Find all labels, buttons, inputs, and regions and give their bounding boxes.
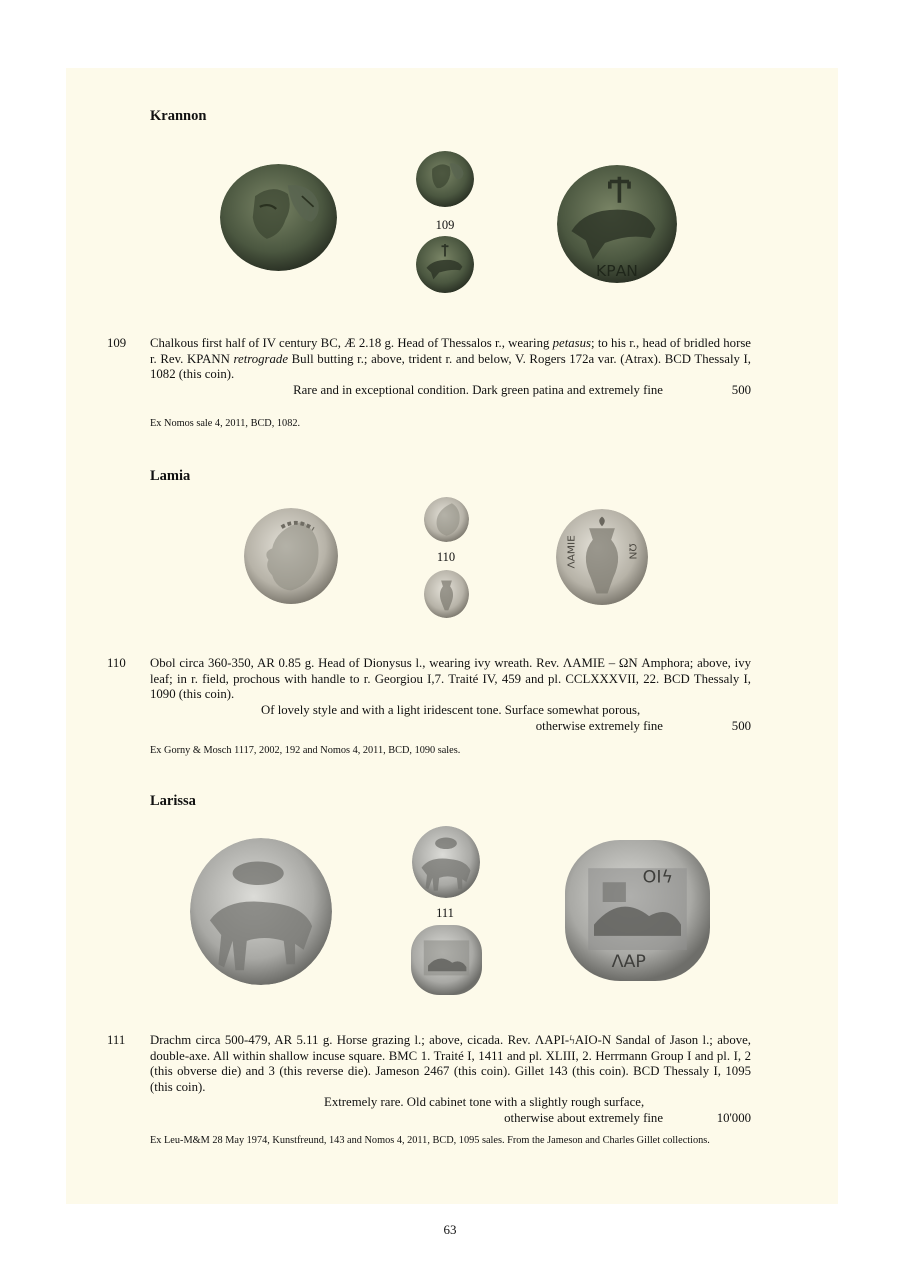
section-heading-lamia: Lamia xyxy=(150,468,191,484)
page-number: 63 xyxy=(443,1222,457,1237)
coin-110-obverse-small xyxy=(424,497,469,542)
coin-111-reverse-small xyxy=(411,925,482,995)
lot-price-109: 500 xyxy=(731,383,751,397)
coin-111-label: 111 xyxy=(436,906,454,920)
lot-description-110: Obol circa 360-350, AR 0.85 g. Head of Dionysus l., wearing ivy wreath. Rev. ΛΑΜΙΕ – ΩΝ Amphora; above, ivy leaf; in r. field, prochous with handle to r. Georgiou I,7. Traité IV, 459 and pl. CCLXXXVII, 22. BCD Thessaly I, 1090 (this coin). xyxy=(150,656,751,701)
coin-111-obverse-large xyxy=(190,838,332,985)
coin-111-reverse-large xyxy=(565,840,710,981)
coin-110-legend-right: ΩΝ xyxy=(626,543,639,560)
lot-condition-111-line1: Extremely rare. Old cabinet tone with a slightly rough surface, xyxy=(324,1095,645,1109)
lot-provenance-110: Ex Gorny & Mosch 1117, 2002, 192 and Nomos 4, 2011, BCD, 1090 sales. xyxy=(150,745,461,756)
coin-109-obverse-large xyxy=(220,164,337,271)
lot-number-109: 109 xyxy=(107,336,127,350)
lot-condition-109: Rare and in exceptional condition. Dark green patina and extremely fine xyxy=(293,383,663,397)
lot-condition-110-line1: Of lovely style and with a light iridescent tone. Surface somewhat porous, xyxy=(261,703,641,717)
coin-110-label: 110 xyxy=(436,550,456,564)
section-heading-larissa: Larissa xyxy=(150,793,196,809)
section-heading-krannon: Krannon xyxy=(150,108,207,124)
coin-110-reverse-large xyxy=(556,509,648,605)
lot-condition-111-line2: otherwise about extremely fine xyxy=(504,1111,663,1125)
coin-109-label: 109 xyxy=(435,218,455,232)
coin-109-reverse-large xyxy=(557,165,677,283)
lot-condition-110-line2: otherwise extremely fine xyxy=(535,719,663,733)
coin-109-obverse-small xyxy=(416,151,474,207)
coin-111-legend-top: ΟΙϟ xyxy=(642,867,673,888)
coin-111-obverse-small xyxy=(412,826,480,898)
coin-109-legend: ΚΡΑΝ xyxy=(596,262,638,280)
coin-110-reverse-small xyxy=(424,570,469,618)
lot-number-110: 110 xyxy=(107,656,126,670)
coin-111-legend-bottom: ΛΑΡ xyxy=(611,952,646,972)
coin-110-obverse-large xyxy=(244,508,338,604)
lot-description-111: Drachm circa 500-479, AR 5.11 g. Horse grazing l.; above, cicada. Rev. ΛΑΡΙ-ϟΑΙΟ-Ν Sandal of Jason l.; above, double-axe. All within shallow incuse square. BMC 1. Traité I, 1411 and pl. XLIII, 2. Herrmann Group I and pl. I, 2 (this obverse die) and 3 (this reverse die). Jameson 2467 (this coin). Gillet 143 (this coin). BCD Thessaly I, 1095 (this coin). xyxy=(150,1033,751,1094)
lot-provenance-109: Ex Nomos sale 4, 2011, BCD, 1082. xyxy=(150,418,301,429)
lot-price-111: 10'000 xyxy=(716,1111,751,1125)
lot-provenance-111: Ex Leu-M&M 28 May 1974, Kunstfreund, 143 and Nomos 4, 2011, BCD, 1095 sales. From the Jameson and Charles Gillet collections. xyxy=(150,1135,710,1146)
coin-109-reverse-small xyxy=(416,236,474,293)
lot-description-109: Chalkous first half of IV century BC, Æ 2.18 g. Head of Thessalos r., wearing petasus; to his r., head of bridled horse r. Rev. ΚΡΑΝΝ retrograde Bull butting r.; above, trident r. and below, V. Rogers 172a var. (Atrax). BCD Thessaly I, 1082 (this coin). xyxy=(150,336,751,381)
coin-110-legend-left: ΛΑΜΙΕ xyxy=(565,535,578,569)
lot-number-111: 111 xyxy=(107,1033,126,1047)
lot-price-110: 500 xyxy=(731,719,751,733)
